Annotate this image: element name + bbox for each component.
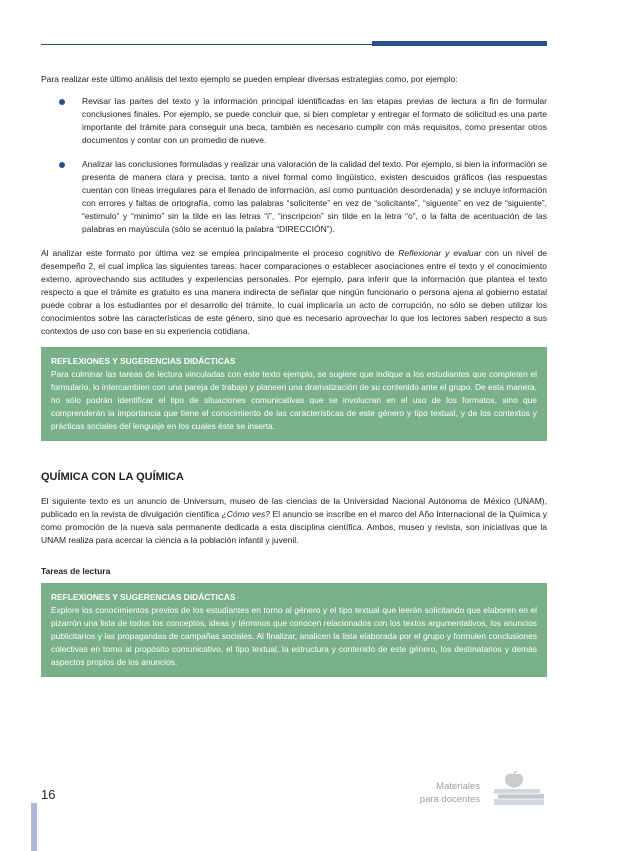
subsection-heading: Tareas de lectura <box>41 566 111 576</box>
strategy-list <box>41 95 547 236</box>
paragraph-text: El anuncio se inscribe en el marco del Año Internacional de la Química y como promoción de la nueva sala permanente dedicada a esta disciplina científica. Ambos, museo y revista, son iniciativas que la UNAM realiza para acercar la ciencia a la población infantil y juvenil. <box>41 509 547 545</box>
box-title: REFLEXIONES Y SUGERENCIAS DIDÁCTICAS <box>51 592 236 602</box>
bullet-dot-icon <box>59 162 65 168</box>
footer-accent-bar <box>31 803 37 851</box>
analysis-paragraph <box>41 247 547 338</box>
suggestions-box <box>41 583 547 677</box>
books-apple-icon <box>492 771 550 807</box>
page-content <box>41 73 547 677</box>
box-title: REFLEXIONES Y SUGERENCIAS DIDÁCTICAS <box>51 356 236 366</box>
suggestions-box <box>41 347 547 441</box>
header-accent-bar <box>372 41 547 46</box>
intro-paragraph: Para realizar este último análisis del texto ejemplo se pueden emplear diversas estrategias como, por ejemplo: <box>41 74 458 84</box>
list-item-text: Revisar las partes del texto y la información principal identificadas en las etapas previas de lectura a fin de formular conclusiones finales. Por ejemplo, se puede concluir que, si bien completar y entregar el formato de solicitud es una parte importante del trámite para conseguir una beca, también es necesario cumplir con más requisitos, como presentar otros documentos y contar con un promedio de nueve. <box>82 96 547 145</box>
page-number: 16 <box>41 787 56 802</box>
list-item <box>41 95 547 147</box>
paragraph-emphasis: Reflexionar y evaluar <box>398 248 482 258</box>
section-paragraph <box>41 495 547 547</box>
bullet-dot-icon <box>59 99 65 105</box>
footer-label-line: Materiales <box>436 781 480 792</box>
box-body: Para culminar las tareas de lectura vinculadas con este texto ejemplo, se sugiere que indique a los estudiantes que completen el formulario, lo intercambien con una pareja de trabajo y planeen una dramatización de su contenido ante el grupo. De esta manera, no sólo podrán identificar el tipo de situaciones comunicativas que se involucran en el uso de los formatos, sino que comprenderán la importancia que tiene el conocimiento de las características de este género y tipo textual, y de los contextos y prácticas sociales del lenguaje en los cuales éste se inserta. <box>51 369 537 431</box>
magazine-title: ¿Cómo ves? <box>221 509 270 519</box>
box-body: Explore los conocimientos previos de los estudiantes en torno al género y el tipo textual que leerán solicitando que elaboren en el pizarrón una lista de todos los conceptos, ideas y términos que conocen relacionados con los textos argumentativos, los anuncios publicitarios y las propagandas de campañas sociales. Al finalizar, analicen la lista elaborada por el grupo y formulen conclusiones colectivas en torno al propósito comunicativo, el tipo textual, la estructura y contenido de este género, los destinatarios y demás aspectos propios de los anuncios. <box>51 605 537 667</box>
paragraph-text: Al analizar este formato por última vez se emplea principalmente el proceso cognitivo de <box>41 248 399 258</box>
paragraph-text: con un nivel de desempeño 2, el cual implica las siguientes tareas: hacer comparaciones o establecer asociaciones entre el texto y el conocimiento externo, aprovechando sus actitudes y experiencias personales. Por ejemplo, para inferir que la información que plantea el texto respecto a que el trámite es gratuito es una manera indirecta de señalar que ningún funcionario o persona ajena al gobierno estatal puede cobrar a los estudiantes por el desarrollo del trámite, lo cual implicaría un acto de corrupción, no sólo se deben utilizar los conocimientos sobre las características de este género, sino que es necesario aprovechar lo que los lectores saben respecto a sus contextos de uso con base en su experiencia cotidiana. <box>41 248 547 336</box>
footer-label <box>420 780 480 806</box>
list-item-text: Analizar las conclusiones formuladas y realizar una valoración de la calidad del texto. Por ejemplo, si bien la información se presenta de manera clara y precisa, tanto a nivel formal como lingüístico, existen descuidos gráficos (las respuestas cuentan con líneas irregulares para el llenado de información, así como puntuación desordenada) y se incluye información con errores y faltas de ortografía, como las palabras “solicitente” en vez de “solicitante”, “siguente” en vez de “siguiente”, “estimulo” y “minimo” sin la tilde en las letras “i”, “inscripcion” sin tilde en la letra “o”, o la falta de acentuación de las palabras en mayúscula (sólo se acentuó la palabra “DIRECCIÓN”). <box>82 159 547 234</box>
list-item <box>41 158 547 236</box>
section-heading: QUÍMICA CON LA QUÍMICA <box>41 471 184 483</box>
footer-label-line: para docentes <box>419 794 480 805</box>
paragraph-text: El siguiente texto es un anuncio de Universum, museo de las ciencias de la Universidad Nacional Autónoma de México (UNAM), publicado en la revista de divulgación científica <box>41 496 547 519</box>
